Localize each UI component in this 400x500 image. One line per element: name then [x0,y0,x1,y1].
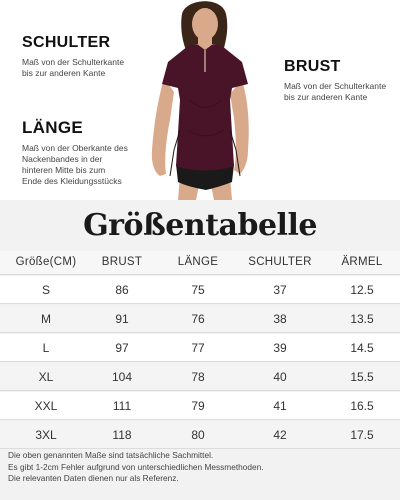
size-cell: XXL [34,399,58,413]
header-aermel: ÄRMEL [341,256,383,268]
size-chart-heading: Größentabelle [83,208,317,243]
schulter-cell: 37 [273,283,287,297]
schulter-cell: 38 [273,312,287,326]
laenge-desc-line: Ende des Kleidungsstücks [22,176,122,186]
brust-title: BRUST [284,58,341,75]
note-line: Die relevanten Daten dienen nur als Referenz. [8,473,179,483]
size-cell: XL [38,370,54,384]
brust-desc-line: Maß von der Schulterkante [284,81,387,91]
table-row [0,363,400,391]
brust-cell: 111 [112,399,132,413]
brust-desc-line: bis zur anderen Kante [284,92,368,102]
table-row [0,421,400,449]
header-laenge: LÄNGE [177,256,219,268]
table-header-row [0,251,400,275]
brust-cell: 86 [115,283,129,297]
brust-cell: 104 [111,370,133,384]
size-cell: L [42,341,50,355]
schulter-cell: 42 [273,428,287,442]
laenge-cell: 75 [191,283,205,297]
size-cell: M [41,312,51,326]
laenge-cell: 76 [191,312,205,326]
schulter-title: SCHULTER [22,34,111,51]
laenge-cell: 79 [191,399,205,413]
schulter-cell: 41 [273,399,287,413]
laenge-desc-line: hinteren Mitte bis zum [22,165,106,175]
laenge-cell: 78 [191,370,205,384]
laenge-title: LÄNGE [22,118,83,137]
aermel-cell: 13.5 [350,312,374,326]
note-line: Die oben genannten Maße sind tatsächliche Sachmittel. [8,450,214,460]
laenge-desc-line: Maß von der Oberkante des [22,143,128,153]
left-arm-shape [152,78,174,176]
aermel-cell: 14.5 [350,341,374,355]
brust-cell: 97 [115,341,129,355]
header-size: Größe(CM) [15,256,77,268]
schulter-desc-line: Maß von der Schulterkante [22,57,125,67]
header-schulter: SCHULTER [248,256,312,268]
table-row [0,276,400,304]
aermel-cell: 17.5 [350,428,374,442]
laenge-annotation [22,118,142,187]
size-chart [0,200,400,500]
laenge-cell: 77 [191,341,205,355]
note-line: Es gibt 1-2cm Fehler aufgrund von unterschiedlichen Messmethoden. [8,461,264,472]
product-section [0,0,400,200]
brust-annotation [284,58,400,103]
measurement-notes [8,450,398,485]
header-brust: BRUST [101,256,143,268]
aermel-cell: 12.5 [350,283,374,297]
laenge-description [22,143,142,187]
model-photo [130,0,270,200]
brust-cell: 91 [115,312,129,326]
aermel-cell: 15.5 [350,370,374,384]
schulter-description [22,57,142,79]
table-row [0,305,400,333]
size-cell: 3XL [35,428,57,442]
table-row [0,392,400,420]
aermel-cell: 16.5 [350,399,374,413]
laenge-cell: 80 [191,428,205,442]
brust-description [284,81,400,103]
table-row [0,334,400,362]
face-shape [192,8,218,40]
size-cell: S [41,283,50,297]
brust-cell: 118 [112,428,132,442]
schulter-desc-line: bis zur anderen Kante [22,68,106,78]
schulter-cell: 39 [273,341,287,355]
schulter-cell: 40 [273,370,287,384]
schulter-annotation [22,34,142,79]
laenge-desc-line: Nackenbandes in der [22,154,103,164]
